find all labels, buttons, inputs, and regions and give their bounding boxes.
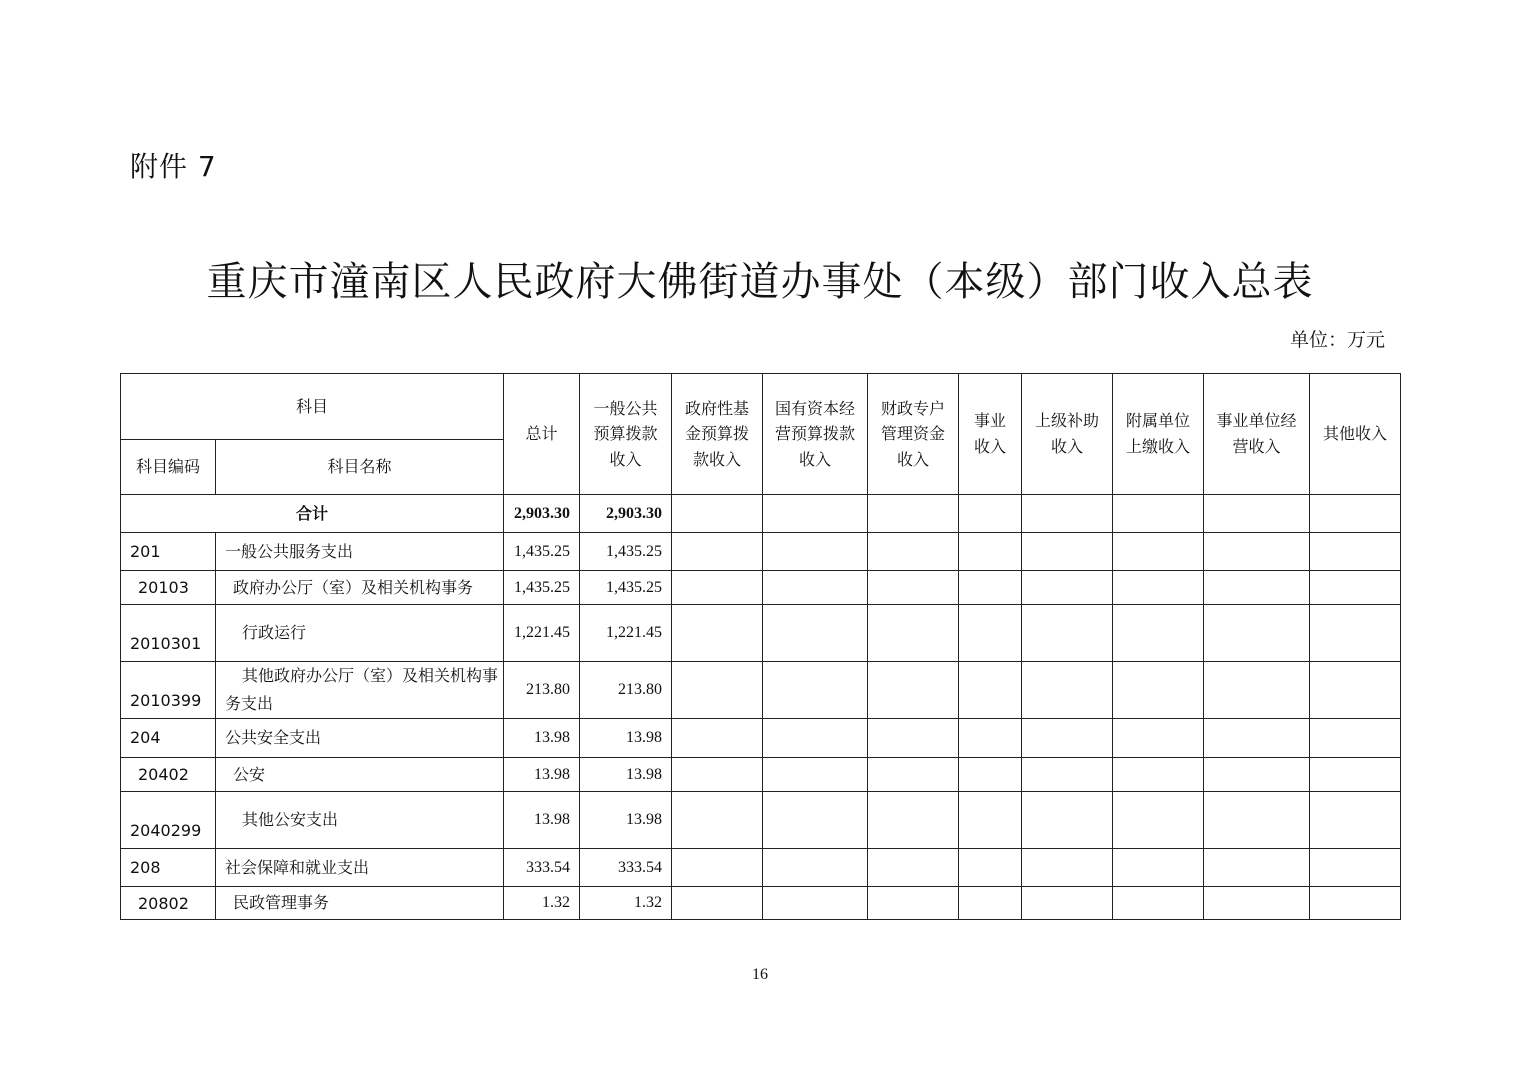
- total-total: 2,903.30: [504, 495, 580, 533]
- row-total: 1,435.25: [504, 533, 580, 571]
- row-general: 13.98: [580, 719, 672, 758]
- row-general: 213.80: [580, 662, 672, 719]
- row-total: 13.98: [504, 758, 580, 792]
- row-total: 13.98: [504, 792, 580, 849]
- page-title: 重庆市潼南区人民政府大佛街道办事处（本级）部门收入总表: [206, 259, 1314, 305]
- row-general: 1.32: [580, 887, 672, 920]
- header-gov-fund: 政府性基金预算拨款收入: [672, 374, 763, 495]
- row-general: 13.98: [580, 792, 672, 849]
- row-name: 公安: [216, 758, 504, 792]
- row-total: 13.98: [504, 719, 580, 758]
- page-number: 16: [752, 966, 768, 983]
- row-code: 20802: [121, 887, 216, 920]
- row-code: 2040299: [121, 792, 216, 849]
- header-business-income: 事业收入: [959, 374, 1022, 495]
- row-name: 社会保障和就业支出: [216, 849, 504, 887]
- header-business-operation: 事业单位经营收入: [1204, 374, 1310, 495]
- table-row: [121, 758, 1401, 792]
- header-subject-name: 科目名称: [216, 440, 504, 495]
- row-name: 其他公安支出: [216, 792, 504, 849]
- row-total: 1,221.45: [504, 605, 580, 662]
- row-code: 201: [121, 533, 216, 571]
- row-general: 333.54: [580, 849, 672, 887]
- total-label: 合计: [121, 495, 504, 533]
- row-total: 1,435.25: [504, 571, 580, 605]
- row-code: 2010301: [121, 605, 216, 662]
- table-row: [121, 849, 1401, 887]
- header-other-income: 其他收入: [1310, 374, 1401, 495]
- header-state-capital: 国有资本经营预算拨款收入: [763, 374, 868, 495]
- table-row: [121, 662, 1401, 719]
- attachment-label: 附件 7: [130, 150, 217, 183]
- row-total: 333.54: [504, 849, 580, 887]
- row-name: 民政管理事务: [216, 887, 504, 920]
- table-row: [121, 887, 1401, 920]
- table-row: [121, 792, 1401, 849]
- row-name: 其他政府办公厅（室）及相关机构事务支出: [216, 662, 504, 719]
- total-general: 2,903.30: [580, 495, 672, 533]
- total-row: [121, 495, 1401, 533]
- row-total: 213.80: [504, 662, 580, 719]
- header-general-budget: 一般公共预算拨款收入: [580, 374, 672, 495]
- row-code: 204: [121, 719, 216, 758]
- row-code: 20402: [121, 758, 216, 792]
- header-affiliated-remit: 附属单位上缴收入: [1113, 374, 1204, 495]
- row-general: 1,221.45: [580, 605, 672, 662]
- row-general: 1,435.25: [580, 533, 672, 571]
- header-subject: 科目: [121, 374, 504, 440]
- row-code: 20103: [121, 571, 216, 605]
- row-name: 公共安全支出: [216, 719, 504, 758]
- row-code: 208: [121, 849, 216, 887]
- table-row: [121, 719, 1401, 758]
- row-general: 1,435.25: [580, 571, 672, 605]
- header-total: 总计: [504, 374, 580, 495]
- row-name: 行政运行: [216, 605, 504, 662]
- table-row: [121, 533, 1401, 571]
- row-name: 政府办公厅（室）及相关机构事务: [216, 571, 504, 605]
- header-superior-subsidy: 上级补助收入: [1022, 374, 1113, 495]
- row-total: 1.32: [504, 887, 580, 920]
- income-table: [120, 373, 1401, 920]
- header-special-account: 财政专户管理资金收入: [868, 374, 959, 495]
- header-subject-code: 科目编码: [121, 440, 216, 495]
- unit-label: 单位：万元: [1290, 329, 1386, 351]
- row-general: 13.98: [580, 758, 672, 792]
- row-name: 一般公共服务支出: [216, 533, 504, 571]
- row-code: 2010399: [121, 662, 216, 719]
- table-row: [121, 571, 1401, 605]
- table-row: [121, 605, 1401, 662]
